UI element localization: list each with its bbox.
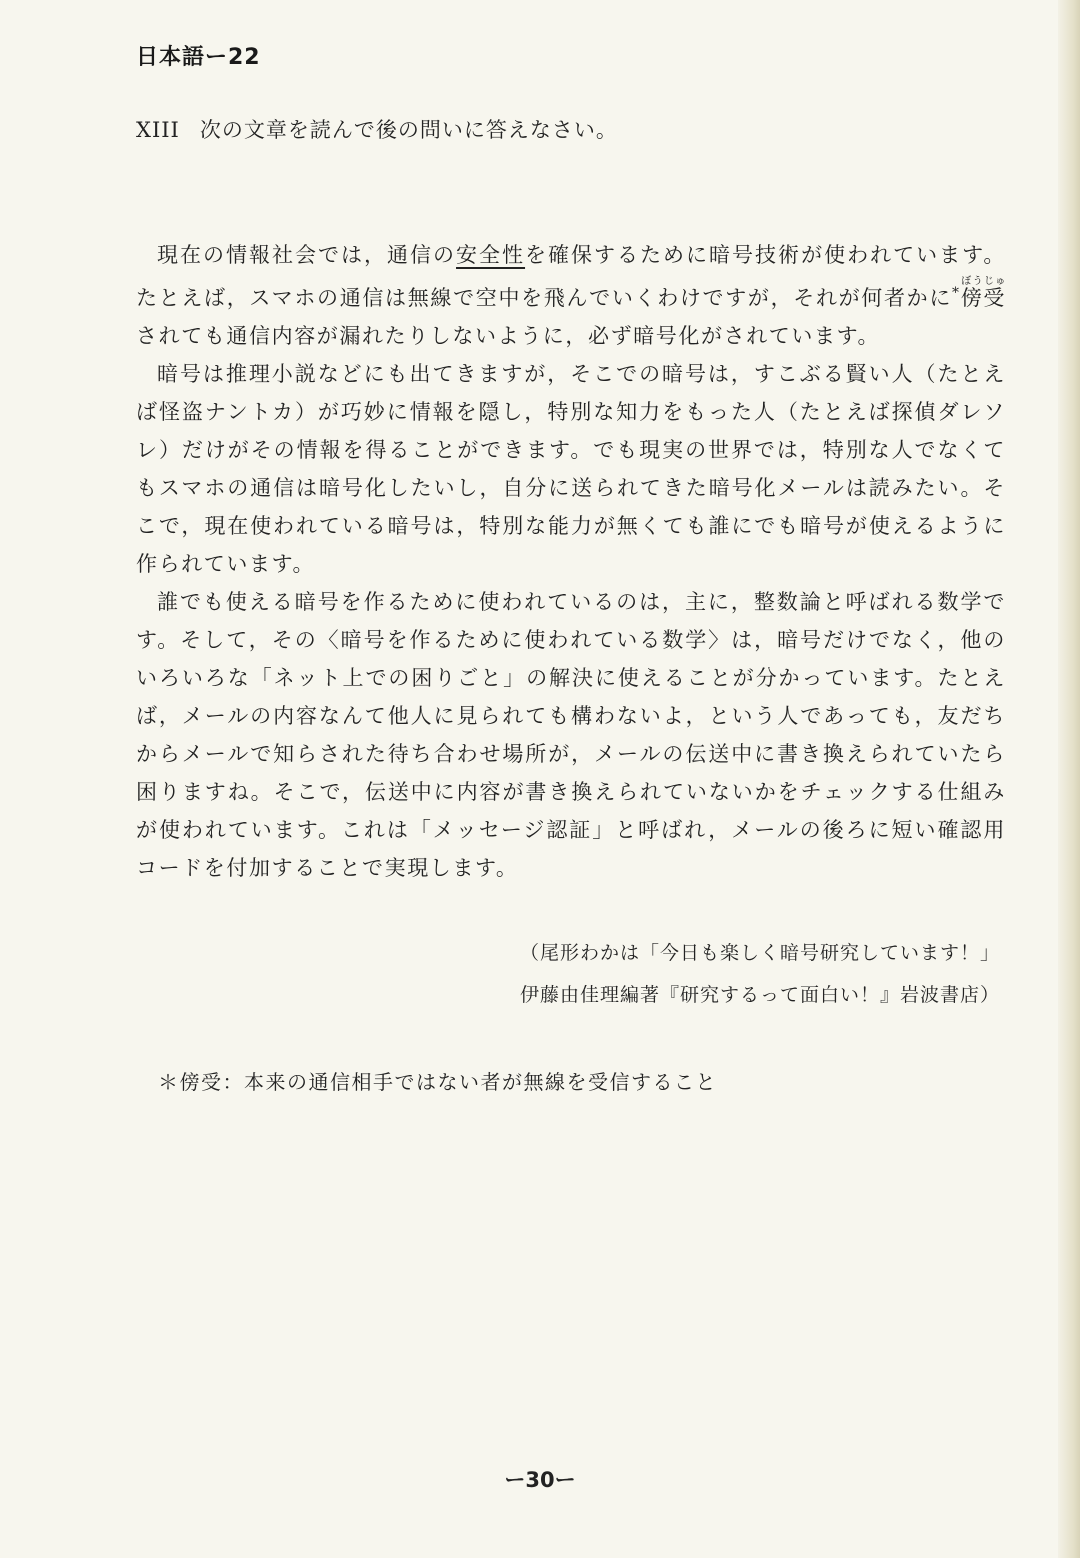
footnote: ＊傍受：本来の通信相手ではない者が無線を受信すること xyxy=(158,1070,717,1094)
passage xyxy=(136,236,1006,887)
underlined-term: 安全性 xyxy=(456,243,526,267)
ruby-annotation: 傍受ぼうじゅ xyxy=(960,276,1006,310)
paragraph-1: 現在の情報社会では，通信の安全性を確保するために暗号技術が使われています。たとえば，スマホの通信は無線で空中を飛んでいくわけですが，それが何者かに*傍受ぼうじゅされても通信内容が漏れたりしないように，必ず暗号化がされています。 xyxy=(136,243,1006,348)
paragraph-3: 誰でも使える暗号を作るために使われているのは，主に，整数論と呼ばれる数学です。そして，その〈暗号を作るために使われている数学〉は，暗号だけでなく，他のいろいろな「ネット上での困りごと」の解決に使えることが分かっています。たとえば，メールの内容なんて他人に見られても構わないよ，という人であっても，友だちからメールで知らされた待ち合わせ場所が，メールの伝送中に書き換えられていたら困りますね。そこで，伝送中に内容が書き換えられていないかをチェックする仕組みが使われています。これは「メッセージ認証」と呼ばれ，メールの後ろに短い確認用コードを付加することで実現します。 xyxy=(136,590,1006,880)
paragraph-2: 暗号は推理小説などにも出てきますが，そこでの暗号は，すこぶる賢い人（たとえば怪盗ナントカ）が巧妙に情報を隠し，特別な知力をもった人（たとえば探偵ダレソレ）だけがその情報を得ることができます。でも現実の世界では，特別な人でなくてもスマホの通信は暗号化したいし，自分に送られてきた暗号化メールは読みたい。そこで，現在使われている暗号は，特別な能力が無くても誰にでも暗号が使えるように作られています。 xyxy=(136,362,1006,576)
question-heading xyxy=(136,114,618,144)
citation-line-1: （尾形わかは「今日も楽しく暗号研究しています！」 xyxy=(519,942,1000,964)
page-number: ー30ー xyxy=(504,1468,576,1492)
question-number: XIII xyxy=(136,118,180,142)
citation-line-2: 伊藤由佳理編著『研究するって面白い！』岩波書店） xyxy=(519,984,1000,1006)
question-instruction: 次の文章を読んで後の問いに答えなさい。 xyxy=(199,118,618,142)
citation xyxy=(520,932,1000,1016)
page-edge xyxy=(1058,0,1080,1558)
footnote-marker: * xyxy=(952,285,961,301)
furigana: ぼうじゅ xyxy=(960,276,1006,287)
page-header: 日本語ー22 xyxy=(136,45,261,70)
